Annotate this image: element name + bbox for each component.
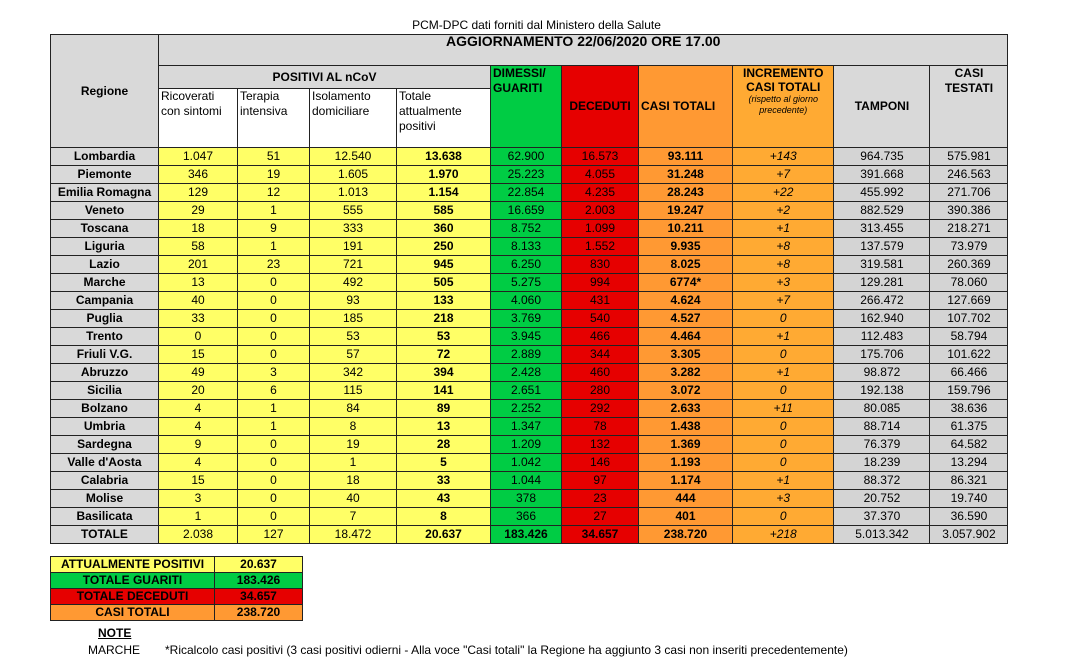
covid-data-table [50,34,1008,544]
header-dimessi: DIMESSI/ GUARITI [491,66,562,148]
cell-totale-positivi: 133 [397,292,491,310]
cell-region: Basilicata [51,508,159,526]
cell-ricoverati: 4 [159,454,238,472]
table-row [51,256,1008,274]
summary-label: CASI TOTALI [51,605,215,621]
summary-value: 34.657 [215,589,303,605]
cell-region: Emilia Romagna [51,184,159,202]
cell-casi-testati: 101.622 [930,346,1008,364]
cell-terapia: 0 [238,454,310,472]
summary-row [51,557,303,573]
cell-casi-totali: 3.282 [639,364,733,382]
cell-terapia: 0 [238,328,310,346]
cell-region: Sardegna [51,436,159,454]
cell-tamponi: 391.668 [834,166,930,184]
cell-casi-testati: 38.636 [930,400,1008,418]
cell-tamponi: 313.455 [834,220,930,238]
cell-ricoverati: 201 [159,256,238,274]
cell-casi-totali: 93.111 [639,148,733,166]
header-tamponi: TAMPONI [834,66,930,148]
cell-terapia: 3 [238,364,310,382]
cell-casi-testati: 3.057.902 [930,526,1008,544]
cell-casi-totali: 28.243 [639,184,733,202]
header-positivi: POSITIVI AL nCoV [159,66,491,89]
cell-incremento: 0 [733,382,834,400]
cell-casi-testati: 390.386 [930,202,1008,220]
cell-incremento: 0 [733,508,834,526]
cell-isolamento: 12.540 [310,148,397,166]
cell-tamponi: 175.706 [834,346,930,364]
cell-casi-testati: 78.060 [930,274,1008,292]
cell-deceduti: 280 [562,382,639,400]
cell-dimessi: 22.854 [491,184,562,202]
cell-dimessi: 8.133 [491,238,562,256]
cell-deceduti: 1.552 [562,238,639,256]
cell-isolamento: 40 [310,490,397,508]
cell-region: Valle d'Aosta [51,454,159,472]
cell-casi-testati: 159.796 [930,382,1008,400]
cell-tamponi: 455.992 [834,184,930,202]
cell-totale-positivi: 360 [397,220,491,238]
cell-ricoverati: 15 [159,472,238,490]
cell-deceduti: 132 [562,436,639,454]
cell-dimessi: 1.347 [491,418,562,436]
cell-terapia: 51 [238,148,310,166]
summary-value: 20.637 [215,557,303,573]
header-totale-positivi: Totale attualmente positivi [397,89,491,148]
cell-region: Toscana [51,220,159,238]
cell-totale-positivi: 505 [397,274,491,292]
summary-table [50,556,303,621]
cell-totale-positivi: 28 [397,436,491,454]
cell-tamponi: 76.379 [834,436,930,454]
summary-row [51,573,303,589]
cell-terapia: 0 [238,508,310,526]
cell-casi-testati: 13.294 [930,454,1008,472]
cell-casi-totali: 401 [639,508,733,526]
cell-casi-totali: 1.438 [639,418,733,436]
cell-casi-testati: 86.321 [930,472,1008,490]
summary-row [51,605,303,621]
cell-tamponi: 882.529 [834,202,930,220]
cell-incremento: +143 [733,148,834,166]
cell-tamponi: 192.138 [834,382,930,400]
header-regione: Regione [51,35,159,148]
cell-isolamento: 721 [310,256,397,274]
cell-incremento: 0 [733,346,834,364]
cell-incremento: +1 [733,220,834,238]
table-row [51,454,1008,472]
cell-terapia: 1 [238,400,310,418]
cell-casi-totali: 31.248 [639,166,733,184]
cell-deceduti: 4.235 [562,184,639,202]
cell-region: Abruzzo [51,364,159,382]
cell-casi-totali: 444 [639,490,733,508]
cell-region: Lazio [51,256,159,274]
cell-totale-positivi: 13.638 [397,148,491,166]
cell-casi-testati: 218.271 [930,220,1008,238]
totals-row [51,526,1008,544]
table-row [51,346,1008,364]
cell-casi-totali: 1.174 [639,472,733,490]
cell-terapia: 19 [238,166,310,184]
cell-deceduti: 2.003 [562,202,639,220]
cell-tamponi: 319.581 [834,256,930,274]
cell-dimessi: 62.900 [491,148,562,166]
cell-casi-totali: 4.464 [639,328,733,346]
cell-terapia: 0 [238,292,310,310]
cell-casi-testati: 64.582 [930,436,1008,454]
cell-isolamento: 492 [310,274,397,292]
cell-incremento: 0 [733,454,834,472]
cell-deceduti: 830 [562,256,639,274]
cell-terapia: 1 [238,418,310,436]
header-casi-totali: CASI TOTALI [639,66,733,148]
cell-totale-positivi: 585 [397,202,491,220]
notes-text: *Ricalcolo casi positivi (3 casi positivi odierni - Alla voce "Casi totali" la Regione ha aggiunto 3 casi non inseriti precedentemente) [165,643,848,657]
cell-dimessi: 16.659 [491,202,562,220]
cell-region: Calabria [51,472,159,490]
cell-region: Molise [51,490,159,508]
cell-isolamento: 115 [310,382,397,400]
table-row [51,184,1008,202]
table-row [51,364,1008,382]
cell-region: Marche [51,274,159,292]
cell-terapia: 0 [238,490,310,508]
header-terapia: Terapia intensiva [238,89,310,148]
cell-casi-testati: 36.590 [930,508,1008,526]
cell-deceduti: 540 [562,310,639,328]
cell-deceduti: 460 [562,364,639,382]
cell-ricoverati: 4 [159,418,238,436]
cell-casi-testati: 66.466 [930,364,1008,382]
cell-isolamento: 7 [310,508,397,526]
cell-ricoverati: 9 [159,436,238,454]
cell-isolamento: 555 [310,202,397,220]
table-row [51,166,1008,184]
cell-tamponi: 88.714 [834,418,930,436]
cell-dimessi: 2.889 [491,346,562,364]
cell-totale-positivi: 5 [397,454,491,472]
header-incremento [733,66,834,148]
cell-region: Umbria [51,418,159,436]
header-casi-testati: CASI TESTATI [930,66,1008,148]
cell-casi-totali: 3.072 [639,382,733,400]
table-row [51,328,1008,346]
cell-dimessi: 4.060 [491,292,562,310]
cell-incremento: +8 [733,256,834,274]
cell-ricoverati: 29 [159,202,238,220]
table-row [51,310,1008,328]
summary-label: TOTALE DECEDUTI [51,589,215,605]
cell-terapia: 23 [238,256,310,274]
cell-dimessi: 6.250 [491,256,562,274]
cell-totale-positivi: 89 [397,400,491,418]
table-row [51,508,1008,526]
header-isolamento: Isolamento domiciliare [310,89,397,148]
cell-casi-totali: 19.247 [639,202,733,220]
cell-casi-testati: 575.981 [930,148,1008,166]
cell-ricoverati: 1 [159,508,238,526]
header-incremento-label: INCREMENTO CASI TOTALI [743,66,824,94]
notes-title: NOTE [98,626,132,640]
cell-casi-totali: 10.211 [639,220,733,238]
cell-terapia: 0 [238,274,310,292]
cell-deceduti: 146 [562,454,639,472]
cell-isolamento: 53 [310,328,397,346]
cell-casi-totali: 6774* [639,274,733,292]
cell-region: Puglia [51,310,159,328]
cell-dimessi: 3.945 [491,328,562,346]
cell-ricoverati: 20 [159,382,238,400]
summary-row [51,589,303,605]
cell-incremento: +2 [733,202,834,220]
cell-isolamento: 185 [310,310,397,328]
cell-incremento: 0 [733,310,834,328]
table-row [51,418,1008,436]
cell-deceduti: 431 [562,292,639,310]
cell-casi-testati: 61.375 [930,418,1008,436]
cell-totale-positivi: 250 [397,238,491,256]
cell-casi-testati: 127.669 [930,292,1008,310]
cell-incremento: +8 [733,238,834,256]
cell-isolamento: 57 [310,346,397,364]
cell-tamponi: 80.085 [834,400,930,418]
summary-value: 183.426 [215,573,303,589]
table-row [51,490,1008,508]
cell-tamponi: 37.370 [834,508,930,526]
cell-deceduti: 78 [562,418,639,436]
cell-deceduti: 1.099 [562,220,639,238]
table-row [51,148,1008,166]
cell-dimessi: 183.426 [491,526,562,544]
cell-tamponi: 266.472 [834,292,930,310]
cell-incremento: +1 [733,328,834,346]
cell-isolamento: 93 [310,292,397,310]
cell-isolamento: 342 [310,364,397,382]
cell-ricoverati: 33 [159,310,238,328]
cell-tamponi: 162.940 [834,310,930,328]
cell-isolamento: 1.605 [310,166,397,184]
cell-region: Piemonte [51,166,159,184]
cell-tamponi: 137.579 [834,238,930,256]
cell-totale-positivi: 394 [397,364,491,382]
cell-terapia: 127 [238,526,310,544]
cell-ricoverati: 3 [159,490,238,508]
cell-totale-positivi: 945 [397,256,491,274]
cell-incremento: +3 [733,490,834,508]
cell-ricoverati: 346 [159,166,238,184]
summary-value: 238.720 [215,605,303,621]
cell-dimessi: 2.428 [491,364,562,382]
cell-tamponi: 20.752 [834,490,930,508]
cell-isolamento: 19 [310,436,397,454]
cell-deceduti: 34.657 [562,526,639,544]
cell-totale-positivi: 20.637 [397,526,491,544]
cell-dimessi: 378 [491,490,562,508]
summary-label: TOTALE GUARITI [51,573,215,589]
cell-casi-totali: 4.527 [639,310,733,328]
cell-tamponi: 964.735 [834,148,930,166]
cell-region: Liguria [51,238,159,256]
cell-region: Bolzano [51,400,159,418]
header-deceduti: DECEDUTI [562,66,639,148]
cell-casi-testati: 260.369 [930,256,1008,274]
cell-incremento: 0 [733,418,834,436]
cell-isolamento: 18.472 [310,526,397,544]
notes-region: MARCHE [88,643,141,657]
cell-totale-positivi: 141 [397,382,491,400]
cell-tamponi: 18.239 [834,454,930,472]
cell-deceduti: 994 [562,274,639,292]
cell-totale-positivi: 53 [397,328,491,346]
cell-dimessi: 8.752 [491,220,562,238]
cell-ricoverati: 58 [159,238,238,256]
cell-totale-positivi: 43 [397,490,491,508]
cell-terapia: 0 [238,472,310,490]
cell-tamponi: 129.281 [834,274,930,292]
table-row [51,472,1008,490]
cell-isolamento: 1 [310,454,397,472]
cell-totale-positivi: 13 [397,418,491,436]
cell-ricoverati: 1.047 [159,148,238,166]
cell-ricoverati: 13 [159,274,238,292]
cell-incremento: +1 [733,364,834,382]
cell-totale-positivi: 8 [397,508,491,526]
update-title: AGGIORNAMENTO 22/06/2020 ORE 17.00 [159,35,1008,66]
cell-casi-totali: 238.720 [639,526,733,544]
cell-isolamento: 84 [310,400,397,418]
cell-deceduti: 292 [562,400,639,418]
table-row [51,202,1008,220]
table-row [51,274,1008,292]
cell-casi-testati: 73.979 [930,238,1008,256]
summary-label: ATTUALMENTE POSITIVI [51,557,215,573]
cell-region: Veneto [51,202,159,220]
cell-casi-totali: 1.369 [639,436,733,454]
cell-incremento: +7 [733,292,834,310]
table-row [51,382,1008,400]
cell-terapia: 12 [238,184,310,202]
cell-dimessi: 25.223 [491,166,562,184]
cell-deceduti: 16.573 [562,148,639,166]
cell-deceduti: 344 [562,346,639,364]
cell-casi-totali: 9.935 [639,238,733,256]
cell-ricoverati: 18 [159,220,238,238]
cell-dimessi: 1.042 [491,454,562,472]
table-row [51,292,1008,310]
cell-incremento: +7 [733,166,834,184]
cell-totale-positivi: 72 [397,346,491,364]
cell-region: Friuli V.G. [51,346,159,364]
cell-tamponi: 5.013.342 [834,526,930,544]
cell-tamponi: 112.483 [834,328,930,346]
cell-casi-totali: 3.305 [639,346,733,364]
cell-terapia: 1 [238,202,310,220]
cell-terapia: 1 [238,238,310,256]
cell-isolamento: 191 [310,238,397,256]
cell-incremento: +11 [733,400,834,418]
header-ricoverati: Ricoverati con sintomi [159,89,238,148]
cell-incremento: +3 [733,274,834,292]
cell-casi-testati: 107.702 [930,310,1008,328]
cell-casi-totali: 1.193 [639,454,733,472]
cell-tamponi: 98.872 [834,364,930,382]
cell-region: TOTALE [51,526,159,544]
cell-totale-positivi: 1.970 [397,166,491,184]
cell-deceduti: 23 [562,490,639,508]
cell-incremento: +218 [733,526,834,544]
cell-tamponi: 88.372 [834,472,930,490]
cell-incremento: 0 [733,436,834,454]
cell-dimessi: 2.651 [491,382,562,400]
cell-region: Lombardia [51,148,159,166]
cell-isolamento: 18 [310,472,397,490]
cell-casi-totali: 2.633 [639,400,733,418]
cell-totale-positivi: 1.154 [397,184,491,202]
cell-dimessi: 3.769 [491,310,562,328]
cell-terapia: 6 [238,382,310,400]
cell-ricoverati: 4 [159,400,238,418]
cell-deceduti: 27 [562,508,639,526]
cell-terapia: 0 [238,346,310,364]
cell-terapia: 0 [238,436,310,454]
cell-deceduti: 466 [562,328,639,346]
cell-ricoverati: 15 [159,346,238,364]
cell-isolamento: 8 [310,418,397,436]
header-incremento-note: (rispetto al giorno precedente) [748,94,818,115]
cell-casi-totali: 4.624 [639,292,733,310]
cell-dimessi: 1.044 [491,472,562,490]
source-caption: PCM-DPC dati forniti dal Ministero della Salute [412,18,661,32]
cell-isolamento: 1.013 [310,184,397,202]
cell-totale-positivi: 33 [397,472,491,490]
cell-ricoverati: 40 [159,292,238,310]
cell-dimessi: 5.275 [491,274,562,292]
cell-casi-testati: 58.794 [930,328,1008,346]
cell-dimessi: 2.252 [491,400,562,418]
cell-terapia: 9 [238,220,310,238]
cell-casi-testati: 246.563 [930,166,1008,184]
cell-ricoverati: 2.038 [159,526,238,544]
cell-ricoverati: 49 [159,364,238,382]
table-body [51,148,1008,544]
cell-casi-testati: 271.706 [930,184,1008,202]
table-row [51,436,1008,454]
cell-incremento: +1 [733,472,834,490]
cell-dimessi: 366 [491,508,562,526]
cell-deceduti: 97 [562,472,639,490]
cell-terapia: 0 [238,310,310,328]
cell-isolamento: 333 [310,220,397,238]
cell-ricoverati: 0 [159,328,238,346]
cell-region: Campania [51,292,159,310]
table-row [51,220,1008,238]
table-row [51,400,1008,418]
cell-region: Sicilia [51,382,159,400]
cell-casi-testati: 19.740 [930,490,1008,508]
cell-ricoverati: 129 [159,184,238,202]
table-row [51,238,1008,256]
cell-dimessi: 1.209 [491,436,562,454]
cell-region: Trento [51,328,159,346]
cell-totale-positivi: 218 [397,310,491,328]
cell-incremento: +22 [733,184,834,202]
cell-deceduti: 4.055 [562,166,639,184]
cell-casi-totali: 8.025 [639,256,733,274]
